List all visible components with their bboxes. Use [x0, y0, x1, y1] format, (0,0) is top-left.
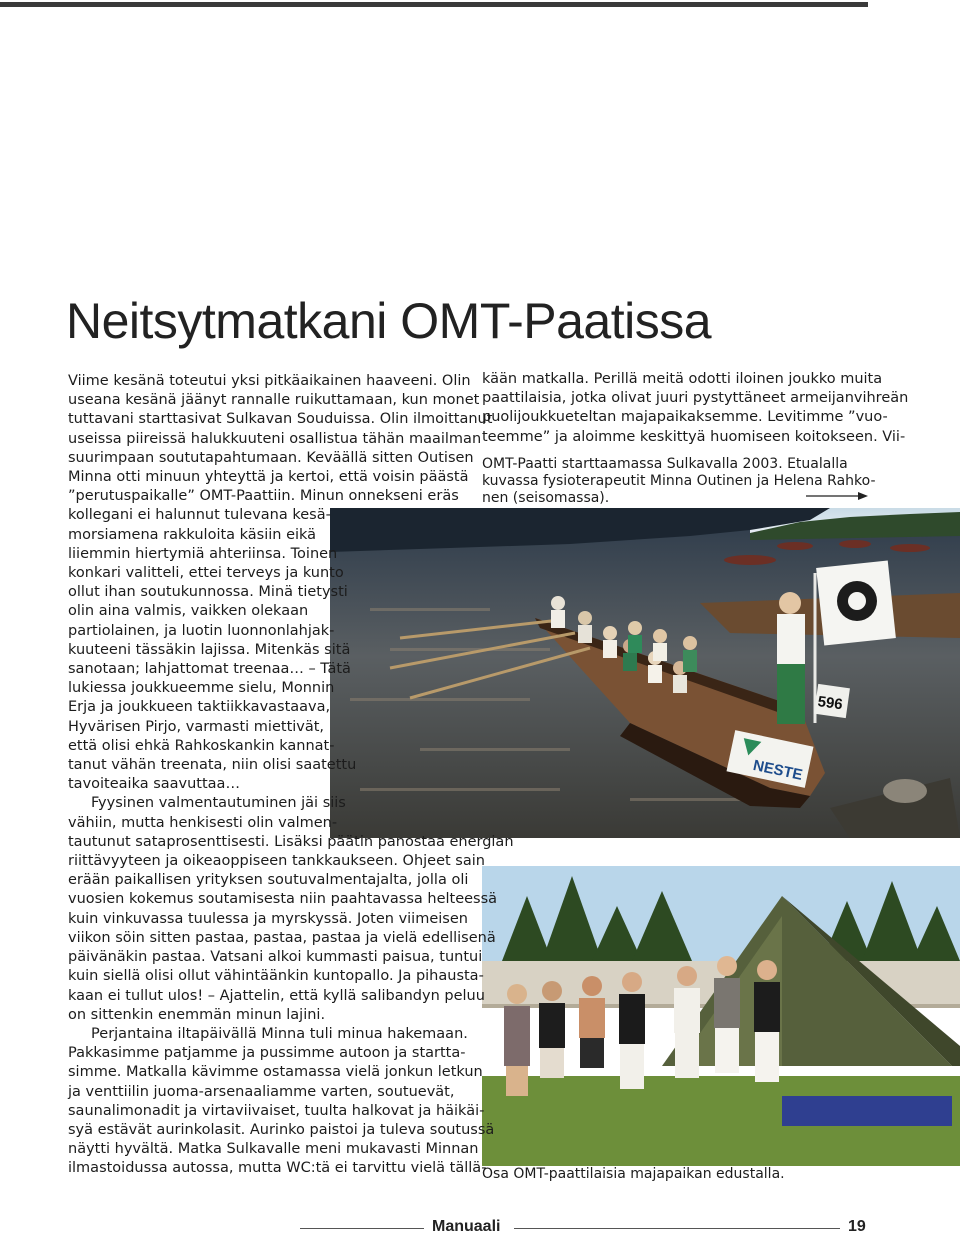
article-title: Neitsytmatkani OMT-Paatissa: [66, 293, 712, 349]
caption-arrow-icon: [806, 490, 868, 502]
footer-rule-left: [300, 1228, 424, 1229]
photo-caption-team: Osa OMT-paattilaisia majapaikan edustalla.: [482, 1166, 785, 1182]
photo-caption-boat: OMT-Paatti starttaamassa Sulkavalla 2003. Etualalla kuvassa fysioterapeutit Minna Outinen ja Helena Rahko- nen (seisomassa).: [482, 456, 876, 506]
article-body-column-1: Viime kesänä toteutui yksi pitkäaikainen haaveeni. Olin useana kesänä jäänyt rannalle ruikuttamaan, kun monet tuttavani starttasivat Sulkavan Souduissa. Olin ilmoittanut useissa piireissä halukkuuteni osallistua tähän maailman suurimpaan soututapahtumaan. Keväällä sitten Outisen Minna otti minuun yhteyttä ja kertoi, että voisin päästä ”perutuspaikalle” OMT-Paattiin. Minun onnekseni eräs kollegani ei halunnut tulevana kesä- morsiamena rakkuloita käsiin eikä liiemmin hiertymiä ahteriinsa. Toinen konkari valitteli, ettei terveys ja kunto ollut ihan soutukunnossa. Minä tietysti olin aina valmis, vaikken olekaan partiolainen, ja luotin luonnonlahjak- kuuteeni tässäkin lajissa. Mitenkäs sitä sanotaan; lahjattomat treenaa… – Tätä lukiessa joukkueemme sielu, Monnin Erja ja joukkueen taktiikkavastaava, Hyvärisen Pirjo, varmasti miettivät, että olisi ehkä Rahkoskankin kannat- tanut vähän treenata, niin olisi saatettu tavoiteaika saavuttaa… Fyysinen valmentautuminen jäi siis vähiin, mutta henkisesti olin valmen- tautunut sataprosenttisesti. Lisäksi päätin panostaa energian riittävyyteen ja oikeaoppiseen tankkaukseen. Ohjeet sain erään paikallisen yrityksen soutuvalmentajalta, jolla oli vuosien kokemus soutamisesta niin paahtavassa helteessä kuin vinkuvassa tuulessa ja myrskyssä. Joten viimeisen viikon söin sitten pastaa, pastaa, pastaa ja vielä edellisenä päivänäkin pastaa. Vatsani alkoi kummasti paisua, tuntui kuin siellä olisi ollut vähintäänkin kuntopallo. Ja pihausta- kaan ei tullut ulos! – Ajattelin, että kyllä salibandyn peluu on sittenkin enemmän minun lajini. Perjantaina iltapäivällä Minna tuli minua hakemaan. Pakkasimme patjamme ja pussimme autoon ja startta- simme. Matkalla kävimme ostamassa vielä jonkun letkun ja venttiilin juoma-arsenaaliamme varten, soutuevät, saunalimonadit ja virtaviivaiset, tuulta halkovat ja häikäi- syä estävät aurinkolasit. Aurinko paistoi ja tuleva soutussä näytti hyvältä. Matka Sulkavalle meni mukavasti Minnan ilmastoidussa autossa, mutta WC:tä ei tarvittu vielä tällä-: [68, 373, 514, 1177]
footer-publication-label: Manuaali: [432, 1218, 501, 1235]
top-rule: [0, 2, 868, 7]
boat-brand: NESTE: [751, 756, 805, 784]
page-number: 19: [848, 1218, 866, 1235]
footer-rule-right: [514, 1228, 840, 1229]
photo-team-tent: [482, 866, 960, 1166]
boat-number: 596: [816, 693, 844, 714]
article-body-column-2: kään matkalla. Perillä meitä odotti iloinen joukko muita paattilaisia, jotka olivat juuri pystyttäneet armeijanvihreän puolijoukkueteltan majapaikaksemme. Levitimme ”vuo- teemme” ja aloimme keskittyä huomiseen koitokseen. Vii-: [482, 371, 909, 445]
